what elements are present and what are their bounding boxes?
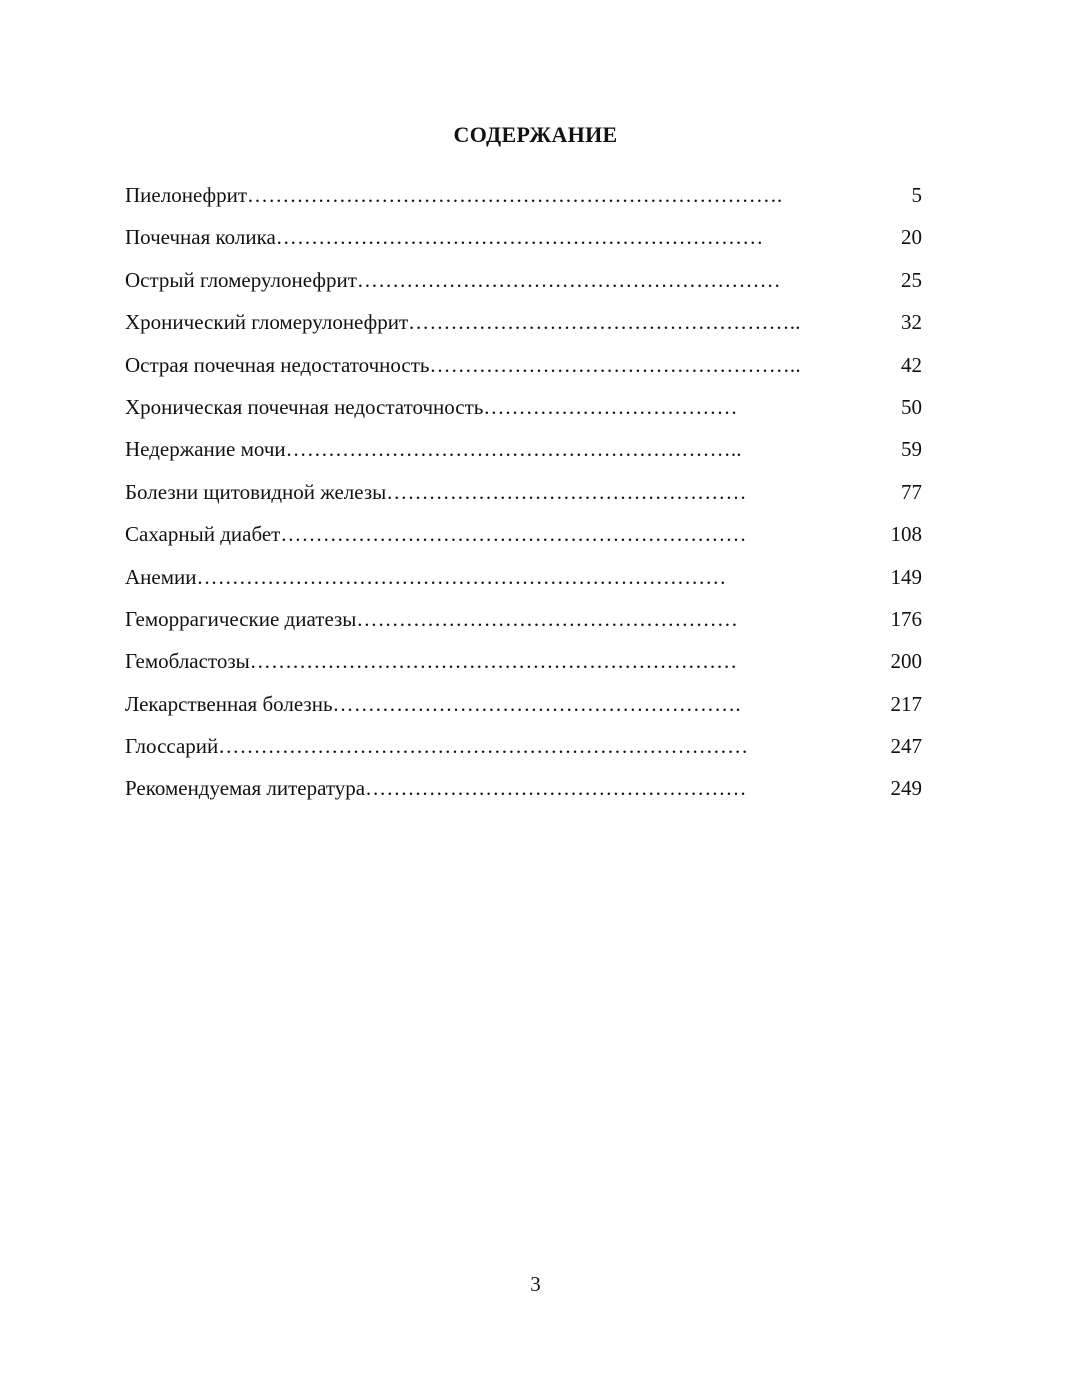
toc-entry-label: Пиелонефрит: [125, 183, 248, 207]
toc-entry-label: Анемии: [125, 564, 197, 589]
toc-entry-page: 77: [901, 479, 922, 504]
toc-entry-page: 20: [901, 225, 922, 250]
toc-entry-page: 32: [901, 310, 922, 335]
toc-entry-leader: …………………………………………………………: [280, 522, 747, 547]
toc-entry-label: Гемобластозы: [125, 649, 250, 674]
toc-entry-label: Сахарный диабет: [125, 522, 281, 547]
toc-entry: [125, 683, 922, 725]
toc-entry-page: 149: [890, 564, 922, 589]
toc-entry: [125, 556, 922, 598]
toc-entry: [125, 216, 922, 258]
toc-entry-label: Почечная колика: [125, 225, 276, 250]
toc-entry-label: Острая почечная недостаточность: [125, 352, 430, 377]
toc-entry-leader: ……………………………………………: [386, 479, 747, 504]
toc-entry-leader: …………………………………………………………………: [218, 734, 749, 759]
toc-entry-leader: ………………………………………………: [356, 606, 739, 631]
toc-entry: [125, 725, 922, 767]
toc-entry-page: 5: [911, 183, 922, 207]
toc-entry-leader: ……………………………………………………………: [275, 225, 764, 250]
toc-entry-label: Глоссарий: [125, 734, 219, 759]
toc-entry-page: 25: [901, 267, 922, 292]
toc-entry-leader: ………………………………………………………………….: [247, 183, 783, 207]
toc-entry-label: Болезни щитовидной железы: [125, 479, 387, 504]
toc-entry: [125, 428, 922, 470]
toc-entry-label: Рекомендуемая литература: [125, 776, 366, 801]
toc-entry-leader: ………………………………………………….: [332, 691, 741, 716]
toc-entry: [125, 640, 922, 682]
toc-entry-label: Хронический гломерулонефрит: [125, 310, 409, 335]
toc-entry-label: Острый гломерулонефрит: [125, 267, 357, 292]
toc-entry-leader: ………………………………………………..: [408, 310, 801, 335]
toc-entry-page: 59: [901, 437, 922, 462]
page-title: СОДЕРЖАНИЕ: [453, 122, 618, 147]
toc-entry-page: 217: [890, 691, 922, 716]
toc-entry-label: Лекарственная болезнь: [125, 691, 333, 716]
toc-entry: [125, 386, 922, 428]
toc-entry-page: 176: [890, 606, 922, 631]
toc-entry-leader: ……………………………………………..: [429, 352, 801, 377]
toc-entry: [125, 598, 922, 640]
toc-entry-page: 200: [890, 649, 922, 674]
toc-entry-leader: ………………………………………………………..: [285, 437, 742, 462]
toc-entry-leader: ………………………………: [483, 394, 738, 419]
page-number: 3: [530, 1272, 541, 1296]
toc-entry-label: Хроническая почечная недостаточность: [125, 394, 484, 419]
toc-entry: [125, 767, 922, 809]
toc-entry: [125, 344, 922, 386]
toc-entry-page: 249: [890, 776, 922, 801]
toc-entry-page: 108: [890, 522, 922, 547]
toc-entry-leader: ……………………………………………………………: [249, 649, 738, 674]
toc-entry: [125, 471, 922, 513]
toc-entry-leader: ……………………………………………………: [356, 267, 781, 292]
toc-entry-leader: …………………………………………………………………: [196, 564, 727, 589]
toc-entry-page: 50: [901, 394, 922, 419]
toc-entry-label: Геморрагические диатезы: [125, 606, 357, 631]
toc-entry: [125, 174, 922, 216]
toc-entry: [125, 513, 922, 555]
toc-entry-page: 247: [890, 734, 922, 759]
toc-entry-leader: ………………………………………………: [365, 776, 747, 801]
table-of-contents: [125, 174, 922, 810]
toc-entry: [125, 259, 922, 301]
toc-entry-page: 42: [901, 352, 922, 377]
toc-entry: [125, 301, 922, 343]
toc-entry-label: Недержание мочи: [125, 437, 286, 462]
